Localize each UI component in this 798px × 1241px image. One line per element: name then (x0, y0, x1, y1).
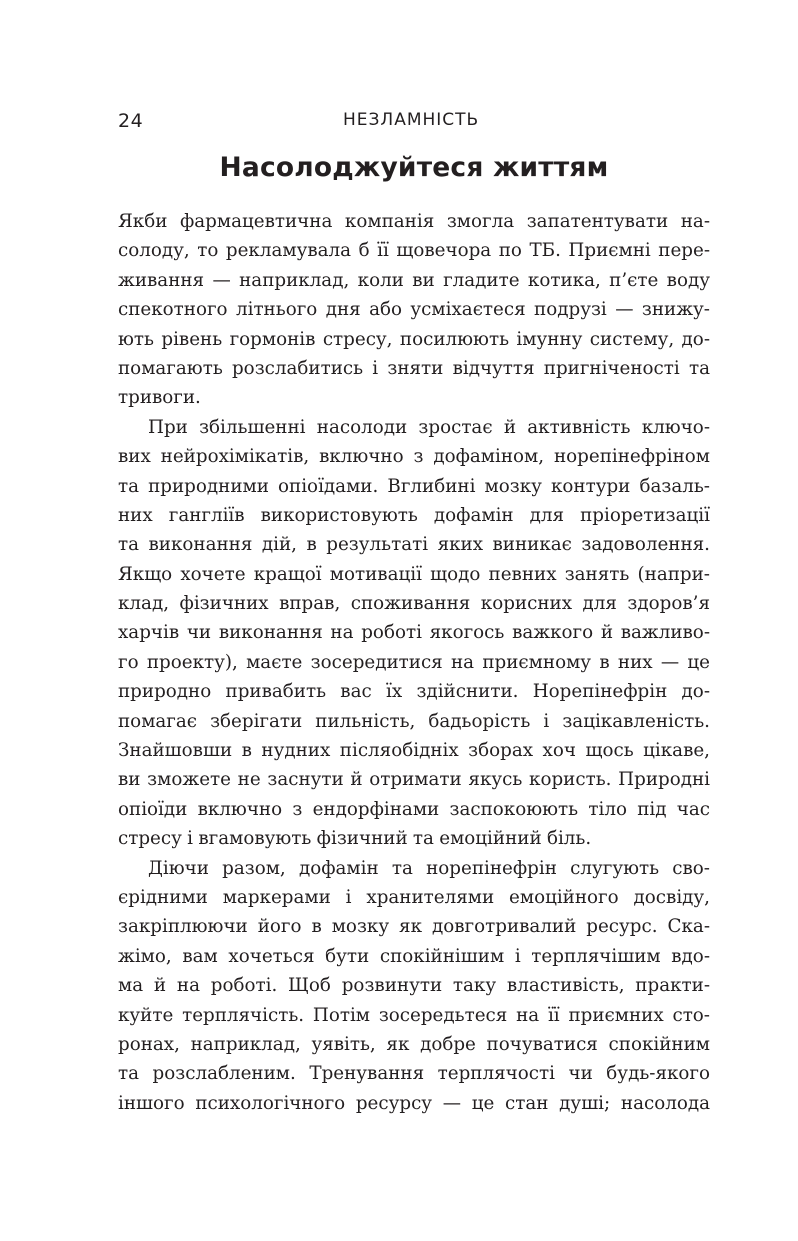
running-head (118, 110, 710, 138)
text-line: ронах, наприклад, уявіть, як добре почуватися спокійним (118, 1033, 710, 1055)
text-line: живання — наприклад, коли ви гладите котика, п’єте воду (118, 269, 710, 291)
text-line: ви зможете не заснути й отримати якусь користь. Природні (118, 769, 710, 791)
text-line: солоду, то рекламувала б її щовечора по ТБ. Приємні пере- (118, 240, 710, 262)
text-line: вих нейрохімікатів, включно з дофаміном, норепінефріном (118, 446, 710, 468)
text-line: них гангліїв використовують дофамін для пріоретизації (118, 504, 710, 526)
text-line: помагають розслабитись і зняти відчуття пригніченості та (118, 357, 710, 379)
text-line: та розслабленим. Тренування терплячості чи будь-якого (118, 1063, 710, 1085)
section-title: Насолоджуйтеся життям (219, 152, 609, 183)
text-line: природно привабить вас їх здійснити. Норепінефрін до- (118, 681, 710, 703)
text-line: стресу і вгамовують фізичний та емоційний біль. (118, 828, 592, 850)
running-title: НЕЗЛАМНІСТЬ (343, 110, 480, 130)
text-line: Якщо хочете кращої мотивації щодо певних занять (напри- (118, 563, 710, 585)
text-line: жімо, вам хочеться бути спокійнішим і терплячішим вдо- (118, 945, 710, 967)
text-line: го проекту), маєте зосередитися на приємному в них — це (118, 651, 710, 673)
text-line: ма й на роботі. Щоб розвинути таку властивість, практи- (118, 975, 710, 997)
text-line: Знайшовши в нудних післяобідніх зборах хоч щось цікаве, (118, 740, 710, 762)
text-line: Якби фармацевтична компанія змогла запатентувати на- (118, 211, 710, 232)
text-line: іншого психологічного ресурсу — це стан душі; насолода (118, 1092, 710, 1114)
text-line: Діючи разом, дофамін та норепінефрін слугують сво- (148, 857, 710, 879)
text-line: та природними опіоїдами. Вглибині мозку контури базаль- (118, 475, 710, 497)
text-line: спекотного літнього дня або усміхаєтеся подрузі — знижу- (118, 299, 710, 321)
page-number: 24 (118, 110, 144, 132)
text-line: ють рівень гормонів стресу, посилюють імунну систему, до- (118, 328, 710, 350)
text-line: клад, фізичних вправ, споживання корисних для здоров’я (118, 593, 710, 615)
text-line: закріплюючи його в мозку як довготривалий ресурс. Ска- (118, 916, 710, 938)
text-line: та виконання дій, в результаті яких виникає задоволення. (118, 534, 710, 556)
body-text (118, 207, 710, 1118)
paragraph-1 (118, 207, 710, 413)
text-line: При збільшенні насолоди зростає й активність ключо- (148, 416, 710, 438)
text-line: єрідними маркерами і хранителями емоційного досвіду, (118, 886, 710, 908)
paragraph-2 (118, 413, 710, 854)
text-line: помагає зберігати пильність, бадьорість і зацікавленість. (118, 710, 710, 732)
text-line: харчів чи виконання на роботі якогось важкого й важливо- (118, 622, 710, 644)
text-line: тривоги. (118, 387, 201, 409)
text-line: опіоїди включно з ендорфінами заспокоюють тіло під час (118, 798, 710, 820)
paragraph-3 (118, 854, 710, 1119)
text-line: куйте терплячість. Потім зосередьтеся на її приємних сто- (118, 1004, 710, 1026)
